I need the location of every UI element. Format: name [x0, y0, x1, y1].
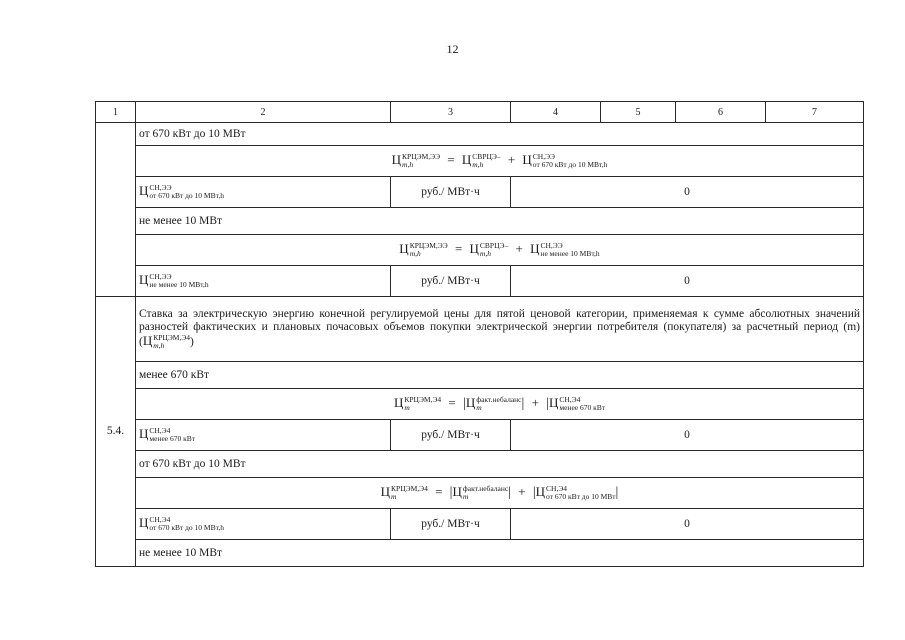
rate-symbol-cell: Ц СН,ЭЭ от 670 кВт до 10 МВт,h	[136, 177, 391, 208]
unit-cell: руб./ МВт·ч	[391, 420, 511, 451]
category-label: менее 670 кВт	[136, 362, 864, 389]
value-cell: 0	[511, 266, 864, 297]
table-row	[96, 362, 864, 389]
formula: Ц КРЦЭМ,Э4 m = |Ц факт.небаланс m | + |Ц СН,Э4 от 670 кВт до 10 МВт |	[380, 483, 619, 501]
table-row	[96, 451, 864, 478]
header-col-3: 3	[391, 102, 511, 123]
category-label: от 670 кВт до 10 МВт	[136, 451, 864, 478]
header-col-5: 5	[601, 102, 676, 123]
header-row	[96, 102, 864, 123]
value-cell: 0	[511, 420, 864, 451]
rate-symbol-cell: Ц СН,Э4 менее 670 кВт	[136, 420, 391, 451]
section-number-cell	[96, 123, 136, 297]
table-row	[96, 509, 864, 540]
value-cell: 0	[511, 177, 864, 208]
header-col-1: 1	[96, 102, 136, 123]
formula: Ц КРЦЭМ,Э4 m = |Ц факт.небаланс m | + |Ц СН,Э4 менее 670 кВт	[393, 394, 606, 412]
table-row	[96, 177, 864, 208]
table-row	[96, 389, 864, 420]
table-row	[96, 266, 864, 297]
category-label: не менее 10 МВт	[136, 208, 864, 235]
unit-cell: руб./ МВт·ч	[391, 177, 511, 208]
table-row	[96, 540, 864, 567]
header-col-7: 7	[766, 102, 864, 123]
table-row	[96, 123, 864, 146]
page-number: 12	[446, 42, 459, 56]
rate-symbol-cell: Ц СН,ЭЭ не менее 10 МВт,h	[136, 266, 391, 297]
header-col-6: 6	[676, 102, 766, 123]
formula: Ц КРЦЭМ,ЭЭ m,h = Ц СВРЦЭ– m,h + Ц СН,ЭЭ от 670 кВт до 10 МВт,h	[391, 151, 608, 169]
unit-cell: руб./ МВт·ч	[391, 509, 511, 540]
table-row	[96, 235, 864, 266]
category-label: от 670 кВт до 10 МВт	[136, 123, 864, 146]
formula-cell	[136, 389, 864, 420]
header-col-2: 2	[136, 102, 391, 123]
rate-symbol-cell: Ц СН,Э4 от 670 кВт до 10 МВт,h	[136, 509, 391, 540]
formula-cell	[136, 478, 864, 509]
table-row	[96, 297, 864, 362]
table-row	[96, 146, 864, 177]
category-label: не менее 10 МВт	[136, 540, 864, 567]
table-row	[96, 420, 864, 451]
table-row	[96, 478, 864, 509]
tariff-table	[95, 101, 864, 567]
section-description: Ставка за электрическую энергию конечной регулируемой цены для пятой ценовой категории, применяемая к сумме абсолютных значений разностей фактических и плановых почасовых объемов покупки электрической энергии потребителя (покупателя) за расчетный период (m) (Ц КРЦЭМ,Э4 m,h )	[136, 297, 864, 362]
header-col-4: 4	[511, 102, 601, 123]
table-row	[96, 208, 864, 235]
value-cell: 0	[511, 509, 864, 540]
formula-cell	[136, 146, 864, 177]
unit-cell: руб./ МВт·ч	[391, 266, 511, 297]
formula-cell	[136, 235, 864, 266]
section-number-cell: 5.4.	[96, 297, 136, 567]
formula: Ц КРЦЭМ,ЭЭ m,h = Ц СВРЦЭ– m,h + Ц СН,ЭЭ не менее 10 МВт,h	[399, 240, 600, 258]
